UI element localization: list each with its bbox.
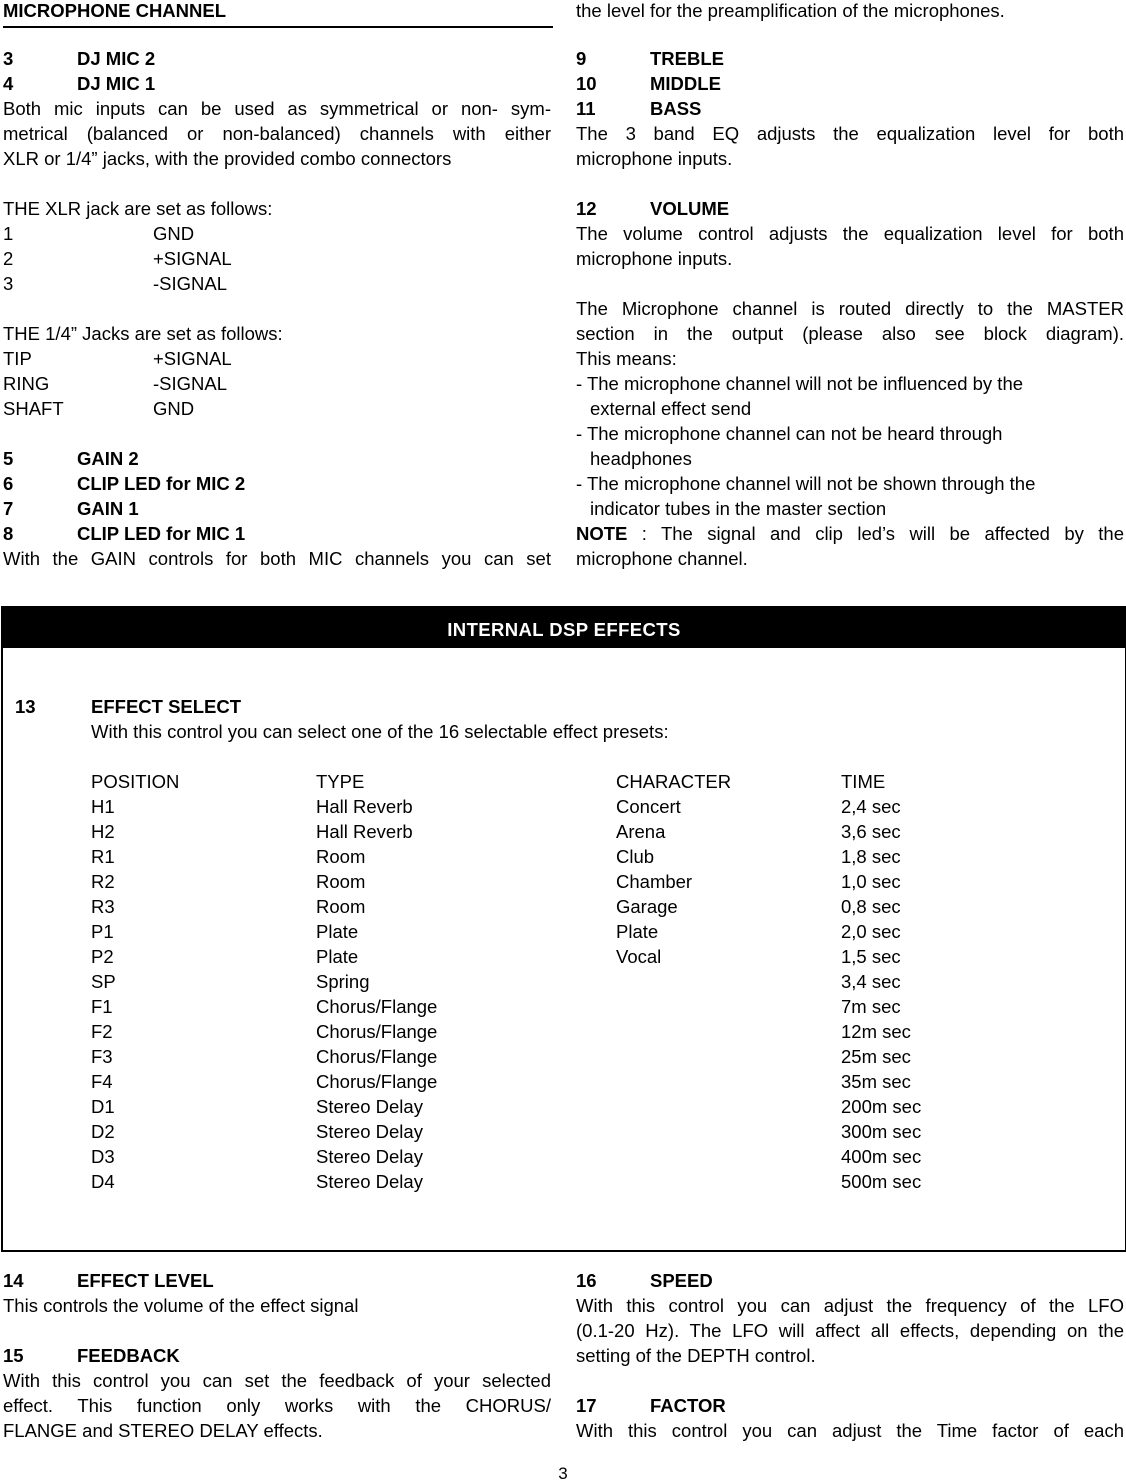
cell-position: SP bbox=[91, 971, 116, 992]
cell-time: 300m sec bbox=[841, 1121, 922, 1142]
bullet-line: - The microphone channel will not be shown through the bbox=[576, 473, 1036, 494]
cell-type: Hall Reverb bbox=[316, 796, 413, 817]
cell-time: 200m sec bbox=[841, 1096, 922, 1117]
cell-time: 3,6 sec bbox=[841, 821, 901, 842]
cell-character: Arena bbox=[616, 821, 666, 842]
cell-type: Plate bbox=[316, 921, 359, 942]
cell-character: Chamber bbox=[616, 871, 693, 892]
paragraph-line: microphone inputs. bbox=[576, 148, 733, 169]
xlr-pin-row: 1 GND bbox=[3, 223, 195, 244]
heading-underline bbox=[3, 26, 553, 28]
column-header-position: POSITION bbox=[91, 771, 180, 792]
cell-position: D2 bbox=[91, 1121, 115, 1142]
note-line: microphone channel. bbox=[576, 548, 748, 569]
cell-position: F4 bbox=[91, 1071, 113, 1092]
cell-position: D4 bbox=[91, 1171, 115, 1192]
cell-character: Club bbox=[616, 846, 655, 867]
cell-position: F3 bbox=[91, 1046, 113, 1067]
cell-position: P1 bbox=[91, 921, 114, 942]
cell-position: R1 bbox=[91, 846, 115, 867]
cell-type: Chorus/Flange bbox=[316, 1021, 438, 1042]
item-5: 5 GAIN 2 bbox=[3, 448, 139, 469]
bullet-line: indicator tubes in the master section bbox=[590, 498, 887, 519]
xlr-pin-row: 3 -SIGNAL bbox=[3, 273, 228, 294]
item-7: 7 GAIN 1 bbox=[3, 498, 139, 519]
item-11: 11 BASS bbox=[576, 98, 702, 119]
cell-type: Room bbox=[316, 846, 366, 867]
cell-type: Stereo Delay bbox=[316, 1096, 423, 1117]
cell-character: Plate bbox=[616, 921, 659, 942]
cell-time: 2,4 sec bbox=[841, 796, 901, 817]
paragraph-line: the level for the preamplification of the microphones. bbox=[576, 0, 1005, 21]
item-16: 16 SPEED bbox=[576, 1270, 713, 1291]
item-4: 4 DJ MIC 1 bbox=[3, 73, 156, 94]
cell-position: P2 bbox=[91, 946, 114, 967]
item-14: 14 EFFECT LEVEL bbox=[3, 1270, 214, 1291]
cell-time: 25m sec bbox=[841, 1046, 911, 1067]
cell-type: Plate bbox=[316, 946, 359, 967]
item-10: 10 MIDDLE bbox=[576, 73, 721, 94]
cell-character: Concert bbox=[616, 796, 681, 817]
cell-time: 35m sec bbox=[841, 1071, 911, 1092]
dsp-effects-box: INTERNAL DSP EFFECTS 13 EFFECT SELECT With this control you can select one of the 16 selectable effect presets: POSITION TYPE CHARACTER TIME H1 Hall Reverb Concert 2,4 sec H2 Hall Reverb Arena 3,6 sec R1 Room Club 1,8 sec R2 Room Chamber 1,0 sec R3 Room Garage 0,8 sec P1 Plate Plate 2,0 sec P2 Plate Vocal 1,5 sec SP Spring 3,4 sec F1 Chorus/Flange 7m sec F2 Chorus/Flange 12m sec F3 Chorus/Flange 25m sec F4 Chorus/Flange 35m sec D1 Stereo Delay 200m sec D2 Stereo Delay 300m sec D3 Stereo Delay 400m sec D4 Stereo Delay 500m sec bbox=[1, 606, 1126, 1252]
paragraph-line: XLR or 1/4” jacks, with the provided combo connectors bbox=[3, 148, 452, 169]
paragraph-line: Both mic inputs can be used as symmetrical or non- sym- bbox=[3, 98, 551, 119]
cell-type: Chorus/Flange bbox=[316, 1046, 438, 1067]
cell-time: 0,8 sec bbox=[841, 896, 901, 917]
paragraph-line: With this control you can adjust the frequency of the LFO bbox=[576, 1295, 1124, 1316]
item-15: 15 FEEDBACK bbox=[3, 1345, 180, 1366]
paragraph-line: effect. This function only works with the CHORUS/ bbox=[3, 1395, 551, 1416]
column-header-character: CHARACTER bbox=[616, 771, 732, 792]
note-line: NOTE : The signal and clip led’s will be affected by the bbox=[576, 523, 1124, 544]
jack-pin-row: SHAFT GND bbox=[3, 398, 195, 419]
item-3: 3 DJ MIC 2 bbox=[3, 48, 156, 69]
cell-type: Room bbox=[316, 896, 366, 917]
paragraph-line: setting of the DEPTH control. bbox=[576, 1345, 816, 1366]
cell-position: F1 bbox=[91, 996, 113, 1017]
cell-time: 400m sec bbox=[841, 1146, 922, 1167]
xlr-intro: THE XLR jack are set as follows: bbox=[3, 198, 273, 219]
cell-type: Chorus/Flange bbox=[316, 1071, 438, 1092]
section-heading-microphone-channel: MICROPHONE CHANNEL bbox=[3, 0, 227, 21]
paragraph-line: With this control you can adjust the Time factor of each bbox=[576, 1420, 1124, 1441]
paragraph-line: FLANGE and STEREO DELAY effects. bbox=[3, 1420, 323, 1441]
jack-intro: THE 1/4” Jacks are set as follows: bbox=[3, 323, 283, 344]
cell-character: Vocal bbox=[616, 946, 662, 967]
cell-position: R3 bbox=[91, 896, 115, 917]
jack-pin-row: RING -SIGNAL bbox=[3, 373, 228, 394]
cell-position: F2 bbox=[91, 1021, 113, 1042]
paragraph-line: The Microphone channel is routed directly to the MASTER bbox=[576, 298, 1124, 319]
column-header-time: TIME bbox=[841, 771, 886, 792]
page-number: 3 bbox=[558, 1464, 568, 1483]
cell-position: D1 bbox=[91, 1096, 115, 1117]
jack-pin-row: TIP +SIGNAL bbox=[3, 348, 232, 369]
cell-time: 1,8 sec bbox=[841, 846, 901, 867]
paragraph-line: The 3 band EQ adjusts the equalization level for both bbox=[576, 123, 1124, 144]
cell-time: 1,0 sec bbox=[841, 871, 901, 892]
cell-type: Stereo Delay bbox=[316, 1171, 423, 1192]
cell-time: 2,0 sec bbox=[841, 921, 901, 942]
paragraph-line: metrical (balanced or non-balanced) channels with either bbox=[3, 123, 551, 144]
bullet-line: - The microphone channel can not be heard through bbox=[576, 423, 1003, 444]
cell-position: D3 bbox=[91, 1146, 115, 1167]
cell-type: Stereo Delay bbox=[316, 1121, 423, 1142]
cell-character: Garage bbox=[616, 896, 678, 917]
bullet-line: external effect send bbox=[590, 398, 752, 419]
paragraph-line: section in the output (please also see block diagram). bbox=[576, 323, 1124, 344]
paragraph-line: This means: bbox=[576, 348, 677, 369]
cell-type: Hall Reverb bbox=[316, 821, 413, 842]
xlr-pin-row: 2 +SIGNAL bbox=[3, 248, 232, 269]
paragraph-line: With the GAIN controls for both MIC channels you can set bbox=[3, 548, 551, 569]
cell-type: Stereo Delay bbox=[316, 1146, 423, 1167]
item-17: 17 FACTOR bbox=[576, 1395, 726, 1416]
item-6: 6 CLIP LED for MIC 2 bbox=[3, 473, 246, 494]
paragraph-line: (0.1-20 Hz). The LFO will affect all effects, depending on the bbox=[576, 1320, 1124, 1341]
bullet-line: headphones bbox=[590, 448, 692, 469]
item-12: 12 VOLUME bbox=[576, 198, 730, 219]
cell-position: H1 bbox=[91, 796, 115, 817]
item-9: 9 TREBLE bbox=[576, 48, 724, 69]
paragraph-line: The volume control adjusts the equalization level for both bbox=[576, 223, 1124, 244]
paragraph-line: With this control you can set the feedback of your selected bbox=[3, 1370, 551, 1391]
cell-time: 1,5 sec bbox=[841, 946, 901, 967]
cell-time: 12m sec bbox=[841, 1021, 911, 1042]
bullet-line: - The microphone channel will not be influenced by the bbox=[576, 373, 1024, 394]
cell-type: Spring bbox=[316, 971, 370, 992]
column-header-type: TYPE bbox=[316, 771, 365, 792]
cell-type: Chorus/Flange bbox=[316, 996, 438, 1017]
item-8: 8 CLIP LED for MIC 1 bbox=[3, 523, 246, 544]
cell-time: 7m sec bbox=[841, 996, 901, 1017]
cell-type: Room bbox=[316, 871, 366, 892]
cell-time: 500m sec bbox=[841, 1171, 922, 1192]
cell-position: H2 bbox=[91, 821, 115, 842]
dsp-effects-title: INTERNAL DSP EFFECTS bbox=[3, 608, 1125, 648]
paragraph-line: microphone inputs. bbox=[576, 248, 733, 269]
cell-position: R2 bbox=[91, 871, 115, 892]
cell-time: 3,4 sec bbox=[841, 971, 901, 992]
paragraph-line: This controls the volume of the effect signal bbox=[3, 1295, 359, 1316]
